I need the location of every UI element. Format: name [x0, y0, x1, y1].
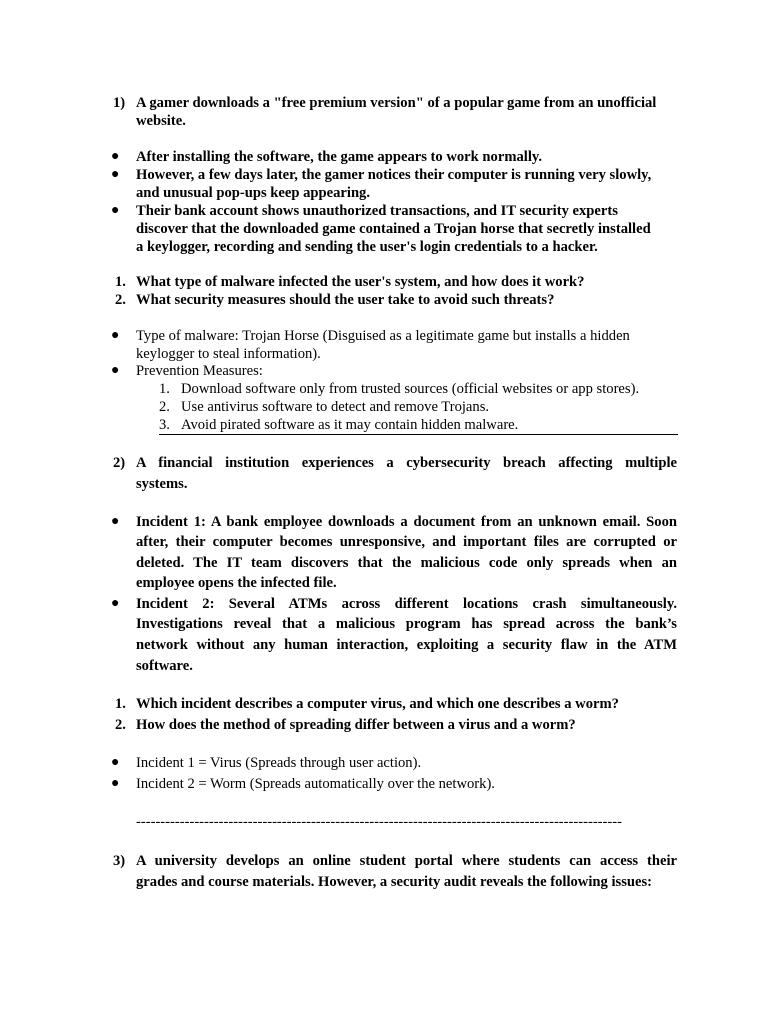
bullet-icon: ● — [111, 514, 120, 529]
bullet-icon: ● — [111, 149, 120, 164]
bullet-icon: ● — [111, 203, 120, 218]
horizontal-rule — [159, 434, 678, 435]
q1-number: 1) — [113, 95, 126, 111]
q2-number: 2) — [113, 455, 126, 471]
document-page: 1) A gamer downloads a "free premium version" of a popular game from an unofficial website. ● After installing the software, the game appears to work normally. ● However, a few days later, the gamer notices their computer is running very slowly, and unusual pop-ups keep appearing. ● Their bank account shows unauthorized transactions, and IT security experts discover that the downloaded game contained a Trojan horse that secretly installed a keylogger, recording and sending the user's login credentials to a hacker. 1. What type of malware infected the user's system, and how does it work? 2. What security measures should the user take to avoid such threats? ● Type of malware: Trojan Horse (Disguised as a legitimate game but installs a hidden keylogger to steal information). ● Prevention Measures: 1. Download software only from trusted sources (official websites or app stores). 2. Use antivirus software to detect and remove Trojans. 3. Avoid pirated software as it may contain hidden malware. 2) A financial institution experiences a cybersecurity breach affecting multiple systems. ● Incident 1: A bank employee downloads a document from an unknown email. Soon after, their computer becomes unresponsive, and important files are corrupted or deleted. The IT team discovers that the malicious code only spreads when an employee opens the infected file. ● Incident 2: Several ATMs across different locations crash simultaneously. Investigations reveal that a malicious program has spread across the bank’s network without any human interaction, exploiting a security flaw in the ATM software. 1. Which incident describes a computer virus, and which one describes a worm? 2. How does the method of spreading differ between a virus and a worm? ● Incident 1 = Virus (Spreads through user action). ● Incident 2 = Worm (Spreads automatically over the network). ---------------------------------------------------------------------------------------------------- 3) A university develops an online student portal where students can access their grades and course materials. However, a security audit reveals the following issues: — [111, 95, 677, 890]
bullet-icon: ● — [111, 328, 120, 343]
bullet-icon: ● — [111, 167, 120, 182]
bullet-icon: ● — [111, 363, 120, 378]
q3-number: 3) — [113, 853, 126, 869]
bullet-icon: ● — [111, 596, 120, 611]
q1-title-line1: A gamer downloads a "free premium version" of a popular game from an unofficial — [136, 95, 657, 111]
bullet-icon: ● — [111, 755, 120, 770]
q1-title-line2: website. — [136, 113, 186, 129]
bullet-icon: ● — [111, 776, 120, 791]
